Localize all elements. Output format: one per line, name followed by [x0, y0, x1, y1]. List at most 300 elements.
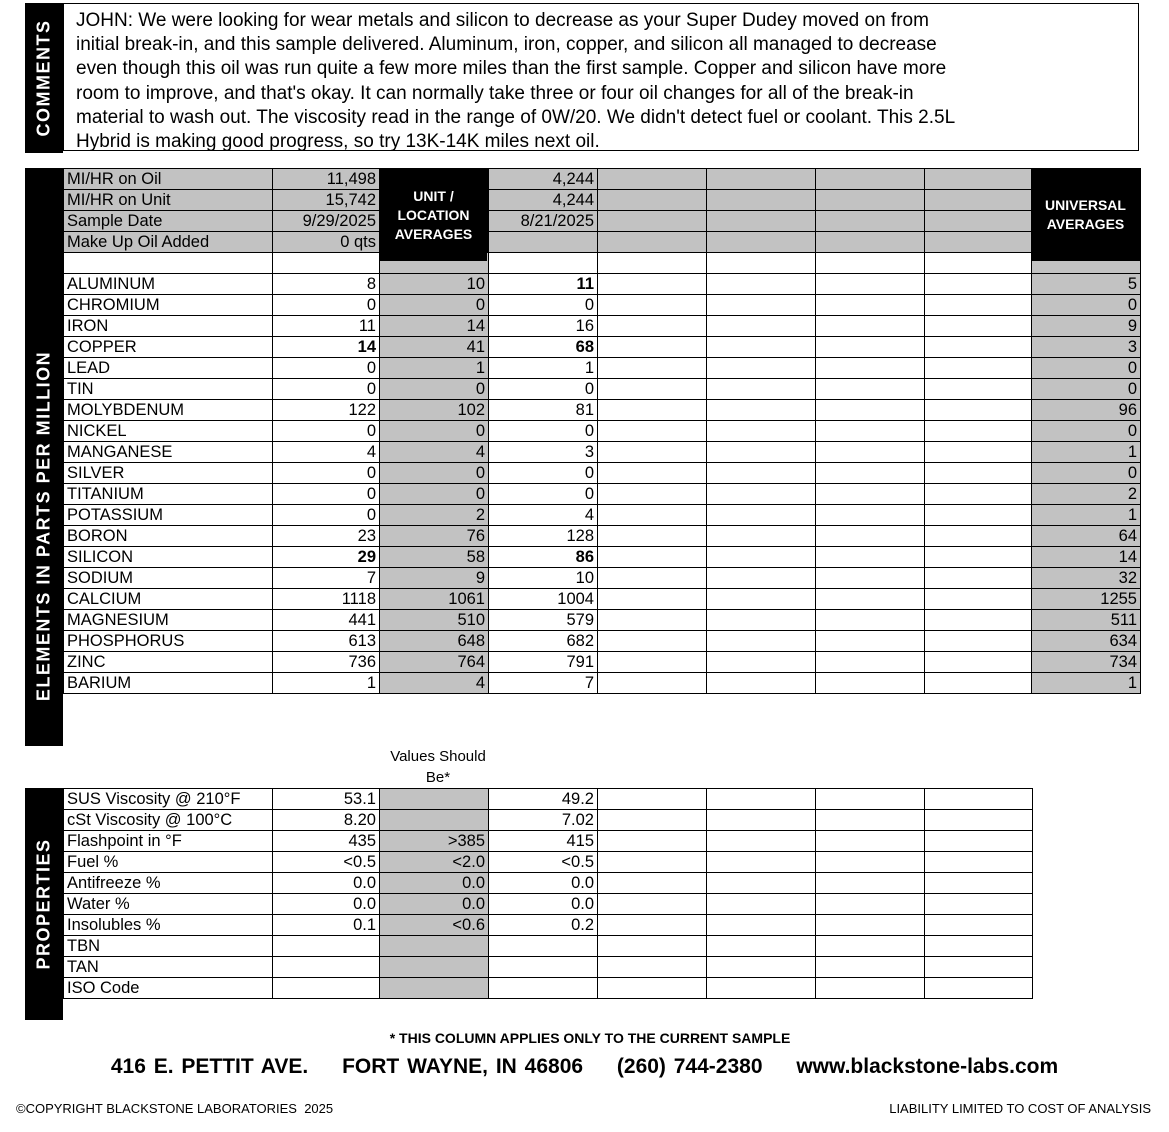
property-empty-cell: [925, 873, 1033, 894]
element-empty-cell: [707, 526, 816, 547]
element-unit-average: 4: [380, 442, 489, 463]
element-name: CALCIUM: [64, 589, 273, 610]
element-universal-average: 1: [1032, 505, 1141, 526]
property-row: [64, 978, 1033, 999]
property-empty-cell: [598, 852, 707, 873]
element-current-value: 0: [273, 463, 380, 484]
element-name: BARIUM: [64, 673, 273, 694]
copyright: ©COPYRIGHT BLACKSTONE LABORATORIES 2025: [16, 1101, 334, 1116]
property-empty-cell: [925, 915, 1033, 936]
property-current-value: 0.1: [273, 915, 380, 936]
property-current-value: <0.5: [273, 852, 380, 873]
element-empty-cell: [925, 610, 1032, 631]
values-should-be-note: Values Should Be*: [390, 748, 486, 786]
element-current-value: 613: [273, 631, 380, 652]
element-row: [64, 400, 1141, 421]
property-empty-cell: [707, 978, 816, 999]
element-empty-cell: [816, 337, 925, 358]
property-empty-cell: [598, 894, 707, 915]
element-name: BORON: [64, 526, 273, 547]
lab-address: [0, 1055, 1169, 1079]
property-row: [64, 936, 1033, 957]
element-name: LEAD: [64, 358, 273, 379]
element-empty-cell: [816, 526, 925, 547]
property-current-value: [273, 978, 380, 999]
property-empty-cell: [816, 936, 925, 957]
property-name: TBN: [64, 936, 273, 957]
element-prev-value: 0: [489, 421, 598, 442]
property-empty-cell: [925, 957, 1033, 978]
property-prev-value: [489, 957, 598, 978]
header-current-value: 0 qts: [273, 232, 380, 253]
property-row: [64, 789, 1033, 810]
element-empty-cell: [816, 610, 925, 631]
element-empty-cell: [707, 358, 816, 379]
element-unit-average: 0: [380, 463, 489, 484]
element-unit-average: 2: [380, 505, 489, 526]
spacer-cell: [598, 253, 707, 274]
element-empty-cell: [925, 526, 1032, 547]
property-should-be: <0.6: [380, 915, 489, 936]
header-prev-value: 8/21/2025: [489, 211, 598, 232]
element-universal-average: 0: [1032, 421, 1141, 442]
element-empty-cell: [598, 358, 707, 379]
element-empty-cell: [707, 505, 816, 526]
element-empty-cell: [816, 463, 925, 484]
spacer-row: [64, 253, 1141, 274]
element-universal-average: 0: [1032, 379, 1141, 400]
element-prev-value: 3: [489, 442, 598, 463]
property-empty-cell: [707, 915, 816, 936]
element-empty-cell: [598, 568, 707, 589]
element-empty-cell: [598, 379, 707, 400]
element-unit-average: 648: [380, 631, 489, 652]
analysis-table: [63, 168, 1141, 694]
property-empty-cell: [707, 936, 816, 957]
element-current-value: 0: [273, 484, 380, 505]
element-name: TITANIUM: [64, 484, 273, 505]
element-unit-average: 1061: [380, 589, 489, 610]
property-should-be: [380, 789, 489, 810]
property-should-be: [380, 978, 489, 999]
header-prev-value: 4,244: [489, 169, 598, 190]
element-row: [64, 673, 1141, 694]
property-prev-value: 415: [489, 831, 598, 852]
header-empty-cell: [816, 169, 925, 190]
element-current-value: 7: [273, 568, 380, 589]
element-universal-average: 32: [1032, 568, 1141, 589]
element-prev-value: 1: [489, 358, 598, 379]
element-empty-cell: [925, 505, 1032, 526]
element-empty-cell: [816, 379, 925, 400]
universal-averages-header: UNIVERSAL AVERAGES: [1031, 169, 1140, 261]
property-name: Flashpoint in °F: [64, 831, 273, 852]
property-should-be: [380, 957, 489, 978]
header-prev-value: 4,244: [489, 190, 598, 211]
property-name: Fuel %: [64, 852, 273, 873]
element-empty-cell: [925, 274, 1032, 295]
element-empty-cell: [598, 295, 707, 316]
element-current-value: 0: [273, 295, 380, 316]
header-current-value: 11,498: [273, 169, 380, 190]
element-unit-average: 510: [380, 610, 489, 631]
properties-table: [63, 788, 1033, 999]
element-row: [64, 652, 1141, 673]
element-current-value: 0: [273, 505, 380, 526]
property-current-value: 0.0: [273, 894, 380, 915]
address-city: FORT WAYNE, IN 46806: [342, 1055, 584, 1078]
element-unit-average: 76: [380, 526, 489, 547]
element-empty-cell: [816, 274, 925, 295]
element-empty-cell: [925, 421, 1032, 442]
element-name: POTASSIUM: [64, 505, 273, 526]
element-empty-cell: [707, 484, 816, 505]
element-empty-cell: [707, 463, 816, 484]
element-empty-cell: [925, 442, 1032, 463]
property-name: Antifreeze %: [64, 873, 273, 894]
element-current-value: 1118: [273, 589, 380, 610]
element-name: SODIUM: [64, 568, 273, 589]
element-current-value: 14: [273, 337, 380, 358]
element-empty-cell: [816, 505, 925, 526]
address-phone: (260) 744-2380: [616, 1055, 763, 1078]
element-empty-cell: [707, 274, 816, 295]
element-row: [64, 442, 1141, 463]
property-name: ISO Code: [64, 978, 273, 999]
element-empty-cell: [707, 442, 816, 463]
property-empty-cell: [816, 831, 925, 852]
property-prev-value: 49.2: [489, 789, 598, 810]
element-row: [64, 337, 1141, 358]
element-current-value: 4: [273, 442, 380, 463]
element-prev-value: 16: [489, 316, 598, 337]
element-row: [64, 421, 1141, 442]
element-row: [64, 505, 1141, 526]
element-name: ALUMINUM: [64, 274, 273, 295]
comment-line: initial break-in, and this sample delivered. Aluminum, iron, copper, and silicon all managed to decrease: [76, 34, 937, 56]
element-empty-cell: [816, 484, 925, 505]
element-prev-value: 11: [489, 274, 598, 295]
header-label: Make Up Oil Added: [64, 232, 273, 253]
element-empty-cell: [925, 631, 1032, 652]
element-empty-cell: [598, 673, 707, 694]
element-empty-cell: [598, 421, 707, 442]
element-row: [64, 568, 1141, 589]
element-unit-average: 0: [380, 421, 489, 442]
property-empty-cell: [816, 894, 925, 915]
header-label: MI/HR on Unit: [64, 190, 273, 211]
element-current-value: 0: [273, 421, 380, 442]
properties-label: PROPERTIES: [33, 838, 54, 970]
property-empty-cell: [816, 873, 925, 894]
element-unit-average: 0: [380, 379, 489, 400]
property-prev-value: 0.0: [489, 894, 598, 915]
property-empty-cell: [925, 894, 1033, 915]
element-empty-cell: [598, 442, 707, 463]
element-prev-value: 7: [489, 673, 598, 694]
comment-line: Hybrid is making good progress, so try 13K-14K miles next oil.: [76, 131, 600, 153]
element-unit-average: 0: [380, 295, 489, 316]
element-prev-value: 4: [489, 505, 598, 526]
element-name: COPPER: [64, 337, 273, 358]
element-empty-cell: [925, 547, 1032, 568]
element-empty-cell: [816, 358, 925, 379]
element-row: [64, 631, 1141, 652]
property-empty-cell: [707, 873, 816, 894]
element-empty-cell: [925, 379, 1032, 400]
element-empty-cell: [598, 400, 707, 421]
header-current-value: 15,742: [273, 190, 380, 211]
property-empty-cell: [707, 789, 816, 810]
header-empty-cell: [598, 169, 707, 190]
property-empty-cell: [925, 810, 1033, 831]
element-empty-cell: [816, 631, 925, 652]
comments-box: [63, 3, 1139, 151]
element-row: [64, 610, 1141, 631]
spacer-cell: [816, 253, 925, 274]
element-universal-average: 0: [1032, 295, 1141, 316]
element-universal-average: 0: [1032, 358, 1141, 379]
element-row: [64, 463, 1141, 484]
property-empty-cell: [598, 873, 707, 894]
property-empty-cell: [707, 831, 816, 852]
property-empty-cell: [816, 852, 925, 873]
property-name: Insolubles %: [64, 915, 273, 936]
header-empty-cell: [598, 211, 707, 232]
property-empty-cell: [707, 810, 816, 831]
element-row: [64, 484, 1141, 505]
property-current-value: 8.20: [273, 810, 380, 831]
property-should-be: >385: [380, 831, 489, 852]
element-row: [64, 358, 1141, 379]
element-prev-value: 81: [489, 400, 598, 421]
element-name: TIN: [64, 379, 273, 400]
property-current-value: [273, 957, 380, 978]
property-current-value: 0.0: [273, 873, 380, 894]
element-name: MOLYBDENUM: [64, 400, 273, 421]
element-unit-average: 4: [380, 673, 489, 694]
address-street: 416 E. PETTIT AVE.: [110, 1055, 309, 1078]
element-prev-value: 68: [489, 337, 598, 358]
element-empty-cell: [707, 631, 816, 652]
property-should-be: 0.0: [380, 873, 489, 894]
element-empty-cell: [816, 673, 925, 694]
element-empty-cell: [598, 631, 707, 652]
element-empty-cell: [707, 400, 816, 421]
properties-sidebar: [25, 788, 63, 1020]
element-row: [64, 295, 1141, 316]
element-unit-average: 41: [380, 337, 489, 358]
header-label: Sample Date: [64, 211, 273, 232]
element-universal-average: 14: [1032, 547, 1141, 568]
property-should-be: 0.0: [380, 894, 489, 915]
elements-label: ELEMENTS IN PARTS PER MILLION: [33, 351, 54, 702]
comment-line: even though this oil was run quite a few more miles than the first sample. Copper and silicon have more: [76, 58, 947, 80]
comments-label: COMMENTS: [33, 19, 54, 137]
element-name: ZINC: [64, 652, 273, 673]
header-empty-cell: [816, 232, 925, 253]
element-empty-cell: [707, 421, 816, 442]
footnote: * THIS COLUMN APPLIES ONLY TO THE CURRENT SAMPLE: [389, 1030, 791, 1046]
comment-line: JOHN: We were looking for wear metals and silicon to decrease as your Super Dudey moved on from: [76, 10, 929, 31]
element-universal-average: 1255: [1032, 589, 1141, 610]
element-empty-cell: [816, 652, 925, 673]
property-name: SUS Viscosity @ 210°F: [64, 789, 273, 810]
header-empty-cell: [816, 190, 925, 211]
element-prev-value: 128: [489, 526, 598, 547]
element-name: IRON: [64, 316, 273, 337]
element-universal-average: 5: [1032, 274, 1141, 295]
property-current-value: [273, 936, 380, 957]
element-name: PHOSPHORUS: [64, 631, 273, 652]
property-empty-cell: [925, 831, 1033, 852]
property-empty-cell: [598, 957, 707, 978]
element-empty-cell: [598, 274, 707, 295]
element-universal-average: 1: [1032, 442, 1141, 463]
element-empty-cell: [707, 295, 816, 316]
element-prev-value: 0: [489, 484, 598, 505]
header-row: [64, 169, 1141, 190]
element-empty-cell: [598, 526, 707, 547]
element-empty-cell: [925, 316, 1032, 337]
element-current-value: 8: [273, 274, 380, 295]
header-empty-cell: [925, 169, 1032, 190]
element-current-value: 0: [273, 379, 380, 400]
element-universal-average: 511: [1032, 610, 1141, 631]
element-empty-cell: [598, 337, 707, 358]
element-name: CHROMIUM: [64, 295, 273, 316]
element-empty-cell: [707, 589, 816, 610]
property-should-be: <2.0: [380, 852, 489, 873]
spacer-cell: [707, 253, 816, 274]
element-unit-average: 1: [380, 358, 489, 379]
property-empty-cell: [816, 978, 925, 999]
property-empty-cell: [925, 936, 1033, 957]
property-empty-cell: [598, 936, 707, 957]
spacer-cell: [489, 253, 598, 274]
element-empty-cell: [925, 358, 1032, 379]
property-empty-cell: [598, 831, 707, 852]
property-name: Water %: [64, 894, 273, 915]
spacer-cell: [273, 253, 380, 274]
element-empty-cell: [598, 547, 707, 568]
element-empty-cell: [816, 295, 925, 316]
property-empty-cell: [707, 852, 816, 873]
element-prev-value: 682: [489, 631, 598, 652]
property-name: TAN: [64, 957, 273, 978]
elements-sidebar: [25, 168, 63, 746]
element-empty-cell: [598, 484, 707, 505]
property-empty-cell: [707, 894, 816, 915]
header-empty-cell: [925, 232, 1032, 253]
element-name: SILICON: [64, 547, 273, 568]
element-unit-average: 14: [380, 316, 489, 337]
property-empty-cell: [816, 789, 925, 810]
element-empty-cell: [925, 337, 1032, 358]
property-prev-value: 0.2: [489, 915, 598, 936]
element-current-value: 0: [273, 358, 380, 379]
element-unit-average: 764: [380, 652, 489, 673]
element-current-value: 441: [273, 610, 380, 631]
element-current-value: 122: [273, 400, 380, 421]
element-prev-value: 10: [489, 568, 598, 589]
property-prev-value: 7.02: [489, 810, 598, 831]
element-name: MAGNESIUM: [64, 610, 273, 631]
element-unit-average: 102: [380, 400, 489, 421]
property-row: [64, 873, 1033, 894]
element-universal-average: 3: [1032, 337, 1141, 358]
property-empty-cell: [598, 810, 707, 831]
header-label: MI/HR on Oil: [64, 169, 273, 190]
element-empty-cell: [707, 337, 816, 358]
element-universal-average: 2: [1032, 484, 1141, 505]
element-empty-cell: [925, 652, 1032, 673]
property-empty-cell: [598, 789, 707, 810]
element-empty-cell: [707, 379, 816, 400]
element-empty-cell: [598, 652, 707, 673]
element-empty-cell: [925, 589, 1032, 610]
element-row: [64, 526, 1141, 547]
element-name: MANGANESE: [64, 442, 273, 463]
property-empty-cell: [598, 915, 707, 936]
element-empty-cell: [598, 505, 707, 526]
copyright-year: 2025: [304, 1101, 334, 1116]
property-empty-cell: [925, 978, 1033, 999]
element-universal-average: 634: [1032, 631, 1141, 652]
header-empty-cell: [598, 190, 707, 211]
element-empty-cell: [707, 568, 816, 589]
property-prev-value: [489, 978, 598, 999]
address-web[interactable]: www.blackstone-labs.com: [796, 1055, 1059, 1078]
element-universal-average: 64: [1032, 526, 1141, 547]
element-universal-average: 9: [1032, 316, 1141, 337]
property-empty-cell: [816, 810, 925, 831]
element-empty-cell: [598, 589, 707, 610]
element-current-value: 736: [273, 652, 380, 673]
property-row: [64, 852, 1033, 873]
header-empty-cell: [925, 211, 1032, 232]
header-empty-cell: [598, 232, 707, 253]
element-empty-cell: [816, 442, 925, 463]
property-row: [64, 831, 1033, 852]
element-row: [64, 589, 1141, 610]
property-current-value: 53.1: [273, 789, 380, 810]
element-current-value: 29: [273, 547, 380, 568]
header-empty-cell: [816, 211, 925, 232]
property-current-value: 435: [273, 831, 380, 852]
element-empty-cell: [816, 316, 925, 337]
element-current-value: 11: [273, 316, 380, 337]
property-name: cSt Viscosity @ 100°C: [64, 810, 273, 831]
element-universal-average: 0: [1032, 463, 1141, 484]
header-current-value: 9/29/2025: [273, 211, 380, 232]
element-empty-cell: [925, 400, 1032, 421]
element-prev-value: 791: [489, 652, 598, 673]
property-empty-cell: [925, 852, 1033, 873]
spacer-cell: [925, 253, 1032, 274]
element-prev-value: 0: [489, 463, 598, 484]
element-empty-cell: [707, 547, 816, 568]
element-empty-cell: [707, 673, 816, 694]
element-empty-cell: [816, 400, 925, 421]
property-prev-value: <0.5: [489, 852, 598, 873]
property-row: [64, 810, 1033, 831]
element-empty-cell: [816, 547, 925, 568]
property-empty-cell: [816, 957, 925, 978]
element-prev-value: 0: [489, 379, 598, 400]
comment-line: material to wash out. The viscosity read in the range of 0W/20. We didn't detect fuel or coolant. This 2.5L: [76, 106, 956, 128]
spacer-cell: [64, 253, 273, 274]
